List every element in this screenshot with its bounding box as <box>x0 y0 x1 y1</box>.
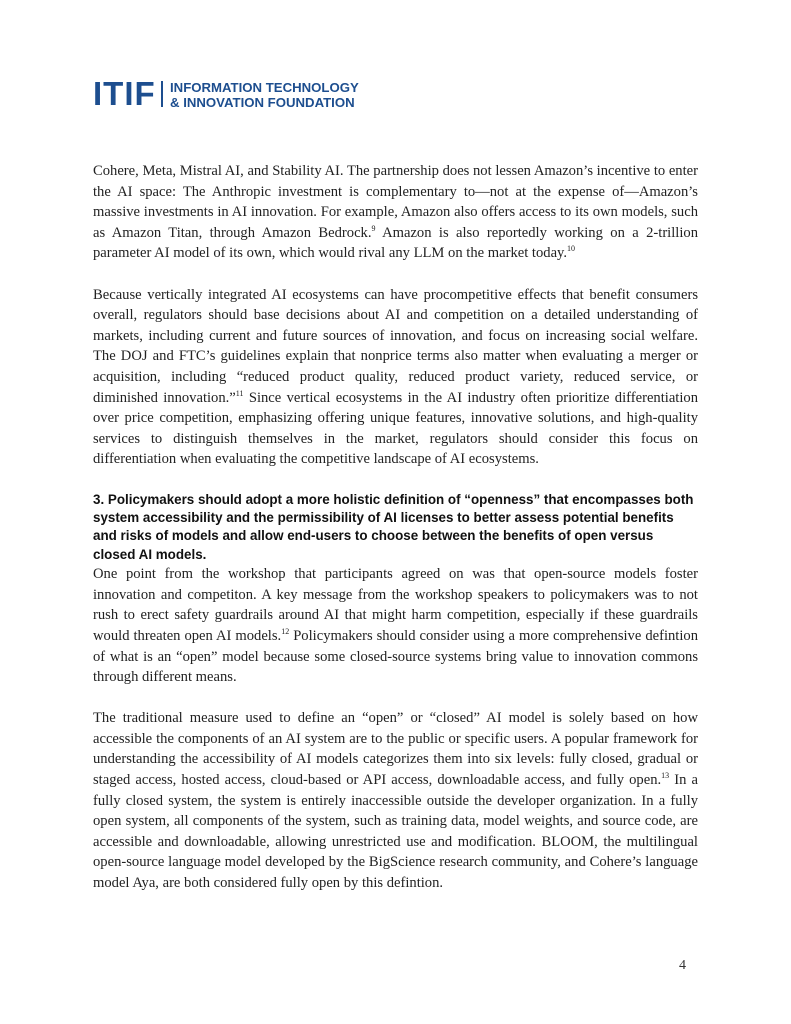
logo-line-1: INFORMATION TECHNOLOGY <box>170 80 359 95</box>
paragraph-1 <box>93 161 698 264</box>
paragraph-4-text-b: In a fully closed system, the system is entirely inaccessible outside the developer organization. In a fully open system, all components of the system, such as training data, model weights, and source code, are accessible and downloadable, allowing unrestricted use and modification. BLOOM, the multilingual open-source language model developed by the BigScience research community, and Cohere’s language model Aya, are both considered fully open by this defintion. <box>93 772 698 892</box>
paragraph-3-text-b: Policymakers should consider using a more comprehensive defintion of what is an “open” model because some closed-source systems bring value to innovation commons through different means. <box>93 627 699 686</box>
logo-mark: ITIF <box>93 75 156 112</box>
page-number: 4 <box>679 958 686 973</box>
paragraph-3 <box>93 564 698 688</box>
section-heading-3: 3. Policymakers should adopt a more holistic definition of “openness” that encompasses both system accessibility and the permissibility of AI licenses to better assess potential benefits and risks of models and allow end-users to choose between the benefits of open versus closed AI models. <box>93 491 694 562</box>
footnote-ref-10[interactable]: 10 <box>567 244 576 254</box>
paragraph-1-text-b: Amazon is also reportedly working on a 2-trillion parameter AI model of its own, which would rival any LLM on the market today. <box>93 224 698 262</box>
logo-text <box>170 80 359 110</box>
paragraph-1-text-a: Cohere, Meta, Mistral AI, and Stability AI. The partnership does not lessen Amazon’s incentive to enter the AI space: The Anthropic investment is complementary to—not at the expense of—Amazon’s massive investments in AI innovation. For example, Amazon also offers access to its own models, such as Amazon Titan, through Amazon Bedrock. <box>93 163 698 241</box>
footnote-ref-12[interactable]: 12 <box>281 627 290 637</box>
document-body <box>93 161 698 894</box>
logo-line-2: & INNOVATION FOUNDATION <box>170 95 355 110</box>
footnote-ref-9[interactable]: 9 <box>371 223 376 233</box>
paragraph-4 <box>93 708 698 893</box>
paragraph-2 <box>93 285 698 470</box>
paragraph-2-text-b: Since vertical ecosystems in the AI industry often prioritize differentiation over price competition, emphasizing offering unique features, innovative solutions, and high-quality services to distinguish themselves in the market, regulators should consider this focus on differentiation when evaluating the competitive landscape of AI ecosystems. <box>93 389 699 468</box>
paragraph-4-text-a: The traditional measure used to define an “open” or “closed” AI model is solely based on how accessible the components of an AI system are to the public or specific users. A popular framework for understanding the accessibility of AI models categorizes them into six levels: fully closed, gradual or staged access, hosted access, cloud-based or API access, downloadable access, and fully open. <box>93 710 698 789</box>
paragraph-2-text-a: Because vertically integrated AI ecosystems can have procompetitive effects that benefit consumers overall, regulators should base decisions about AI and competition on a detailed understanding of markets, including current and future sources of innovation, and focus on increasing social welfare. The DOJ and FTC’s guidelines explain that nonprice terms also matter when evaluating a merger or acquisition, including “reduced product quality, reduced product variety, reduced service, or diminished innovation.” <box>93 286 698 406</box>
logo-divider <box>161 81 163 107</box>
paragraph-3-text-a: One point from the workshop that participants agreed on was that open-source models foster innovation and competiton. A key message from the workshop speakers to policymakers was to not rush to erect safety guardrails around AI that might harm competition, especially if these guardrails would threaten open AI models. <box>93 566 698 644</box>
footnote-ref-11[interactable]: 11 <box>235 388 244 398</box>
footnote-ref-13[interactable]: 13 <box>661 771 670 781</box>
